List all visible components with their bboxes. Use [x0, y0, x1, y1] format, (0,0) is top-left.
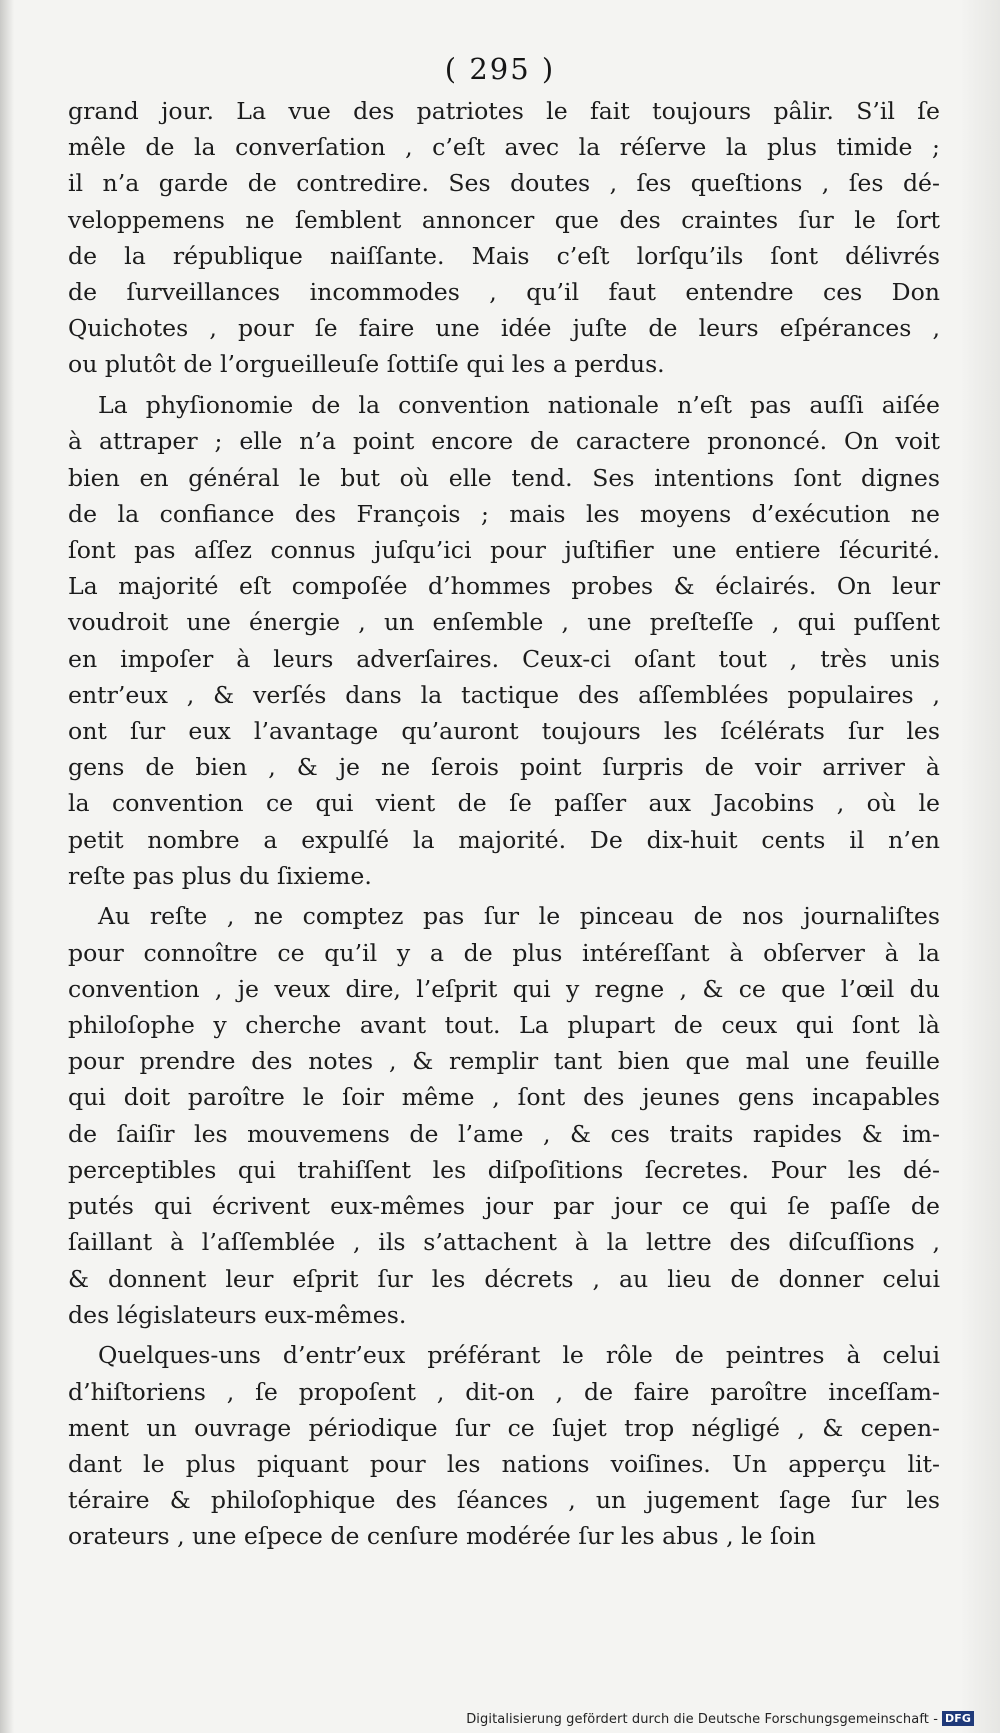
text-line: petit nombre a expulſé la majorité. De dix-huit cents il n’en	[68, 825, 940, 854]
credit-text: Digitalisierung gefördert durch die Deutsche Forschungsgemeinschaft -	[466, 1712, 939, 1727]
text-line: La phyſionomie de la convention nationale n’eſt pas auſſi aiſée	[98, 391, 940, 420]
text-line: ſaillant à l’aſſemblée , ils s’attachent à la lettre des diſcuſſions ,	[68, 1228, 940, 1257]
text-line: philoſophe y cherche avant tout. La plupart de ceux qui ſont là	[68, 1011, 940, 1040]
text-line: d’hiſtoriens , ſe propoſent , dit-on , de faire paroître inceſſam-	[68, 1377, 940, 1406]
text-line: Quichotes , pour ſe faire une idée juſte de leurs eſpérances ,	[68, 314, 940, 343]
text-line: putés qui écrivent eux-mêmes jour par jour ce qui ſe paſſe de	[68, 1192, 940, 1221]
text-line: il n’a garde de contredire. Ses doutes , ſes queſtions , ſes dé-	[68, 169, 940, 198]
paragraph	[68, 387, 940, 894]
text-line: pour connoître ce qu’il y a de plus intéreſſant à obſerver à la	[68, 938, 940, 967]
text-line: La majorité eſt compoſée d’hommes probes & éclairés. On leur	[68, 572, 940, 601]
text-line: ſont pas aſſez connus juſqu’ici pour juſtifier une entiere ſécurité.	[68, 535, 940, 564]
text-line: & donnent leur eſprit ſur les décrets , au lieu de donner celui	[68, 1264, 940, 1293]
dfg-logo: DFG	[942, 1711, 974, 1726]
digitization-credit	[466, 1711, 974, 1727]
text-line: pour prendre des notes , & remplir tant bien que mal une feuille	[68, 1047, 940, 1076]
text-line: la convention ce qui vient de ſe paſſer aux Jacobins , où le	[68, 789, 940, 818]
text-line: de la confiance des François ; mais les moyens d’exécution ne	[68, 499, 940, 528]
text-line: dant le plus piquant pour les nations voiſines. Un apperçu lit-	[68, 1450, 940, 1479]
body-text	[68, 93, 940, 1559]
scan-edge-right	[960, 0, 1000, 1733]
scan-edge-left	[0, 0, 14, 1733]
text-line: Quelques-uns d’entr’eux préférant le rôle de peintres à celui	[98, 1341, 940, 1370]
text-line: perceptibles qui trahiſſent les diſpoſitions ſecretes. Pour les dé-	[68, 1155, 940, 1184]
text-line: de ſurveillances incommodes , qu’il faut entendre ces Don	[68, 278, 940, 307]
text-line: mêle de la converſation , c’eſt avec la réſerve la plus timide ;	[68, 133, 940, 162]
paragraph	[68, 1337, 940, 1554]
text-line: gens de bien , & je ne ſerois point ſurpris de voir arriver à	[68, 753, 940, 782]
text-line: téraire & philoſophique des ſéances , un jugement ſage ſur les	[68, 1486, 940, 1515]
text-line: voudroit une énergie , un enſemble , une preſteſſe , qui puſſent	[68, 608, 940, 637]
text-line: des législateurs eux-mêmes.	[68, 1300, 407, 1329]
paragraph	[68, 93, 940, 383]
text-line: de la république naiſſante. Mais c’eſt lorſqu’ils ſont délivrés	[68, 241, 940, 270]
text-line: entr’eux , & verſés dans la tactique des aſſemblées populaires ,	[68, 680, 940, 709]
text-line: à attraper ; elle n’a point encore de caractere prononcé. On voit	[68, 427, 940, 456]
text-line: ment un ouvrage périodique ſur ce ſujet trop négligé , & cepen-	[68, 1413, 940, 1442]
text-line: reſte pas plus du ſixieme.	[68, 861, 372, 890]
page-number: ( 295 )	[444, 52, 556, 86]
text-line: veloppemens ne ſemblent annoncer que des craintes ſur le ſort	[68, 205, 940, 234]
text-line: bien en général le but où elle tend. Ses intentions ſont dignes	[68, 463, 940, 492]
text-line: ont ſur eux l’avantage qu’auront toujours les ſcélérats ſur les	[68, 716, 940, 745]
text-line: en impoſer à leurs adverſaires. Ceux-ci oſant tout , très unis	[68, 644, 940, 673]
paragraph	[68, 898, 940, 1332]
text-line: ou plutôt de l’orgueilleuſe ſottiſe qui les a perdus.	[68, 350, 665, 379]
text-line: Au reſte , ne comptez pas ſur le pinceau de nos journaliſtes	[98, 902, 940, 931]
text-line: qui doit paroître le ſoir même , ſont des jeunes gens incapables	[68, 1083, 940, 1112]
text-line: orateurs , une eſpece de cenſure modérée ſur les abus , le ſoin	[68, 1522, 816, 1551]
text-line: grand jour. La vue des patriotes le fait toujours pâlir. S’il ſe	[68, 97, 940, 125]
text-line: de ſaiſir les mouvemens de l’ame , & ces traits rapides & im-	[68, 1119, 940, 1148]
text-line: convention , je veux dire, l’eſprit qui y regne , & ce que l’œil du	[68, 974, 940, 1003]
